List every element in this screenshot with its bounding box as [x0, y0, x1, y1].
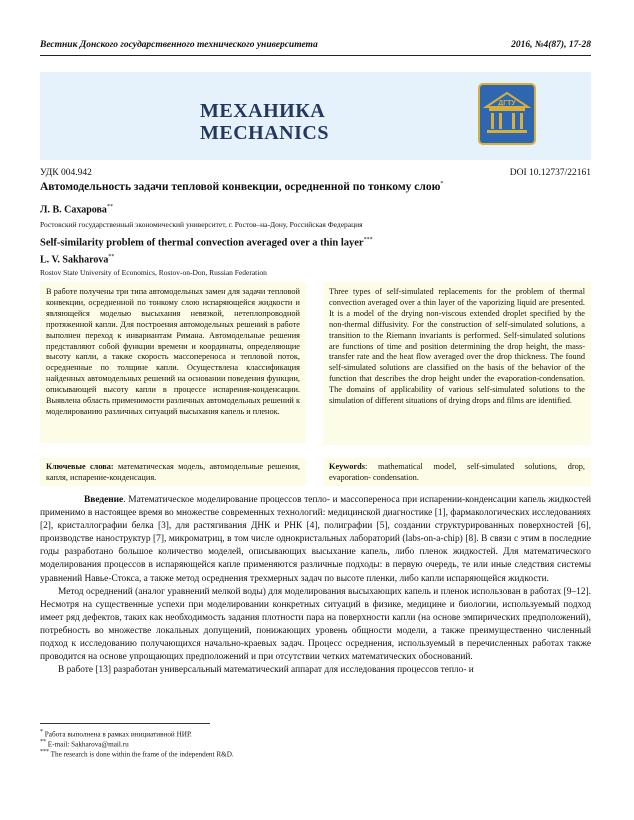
- journal-name: Вестник Донского государственного технического университета: [40, 40, 318, 50]
- section-title-en: MECHANICS: [200, 122, 329, 144]
- doi: DOI 10.12737/22161: [509, 168, 591, 178]
- footnote-2-mark: **: [40, 739, 46, 745]
- keywords-en-text: : mathematical model, self-simulated solutions, drop, evaporation- condensation.: [329, 462, 585, 482]
- keywords-ru-text: математическая модель, автомодельные решения, капля, испарение-конденсация.: [46, 462, 301, 482]
- keywords-en-label: Keywords: [329, 462, 365, 471]
- running-head: [40, 40, 591, 50]
- affiliation-ru: Ростовский государственный экономический университет, г. Ростов–на-Дону, Российская Федерация: [40, 220, 363, 229]
- logo-text: ДГТУ: [498, 100, 516, 107]
- footnote-2: [40, 739, 129, 748]
- footnote-3-mark: ***: [40, 749, 49, 755]
- university-logo: [478, 83, 536, 145]
- body-text: [40, 494, 591, 677]
- keywords-en: [323, 458, 591, 486]
- header-rule: [40, 55, 591, 56]
- title-ru-footnote-mark: *: [440, 181, 444, 188]
- affiliation-en: Rostov State University of Economics, Rostov-on-Don, Russian Federation: [40, 268, 267, 277]
- issue-info: 2016, №4(87), 17-28: [511, 40, 591, 50]
- paragraph-3: В работе [13] разработан универсальный математический аппарат для исследования процессов тепло- и: [58, 665, 474, 676]
- author-en: [40, 254, 114, 265]
- footnote-1: [40, 729, 192, 738]
- article-title-en: [40, 237, 591, 249]
- title-ru-text: Автомодельность задачи тепловой конвекции, осредненной по тонкому слою: [40, 181, 441, 193]
- section-title-ru: МЕХАНИКА: [200, 100, 326, 122]
- abstract-en: Three types of self-simulated replacements for the problem of thermal convection averaged over a thin layer of the vaporizing liquid are presented. It is a model of the drying non-viscous extended droplet specified by the non-thermal diffusivity. For the construction of self-simulated solutions, a transition to the Riemann invariants is performed. Self-simulated solutions are functions of time and position determining the drop height, the mass-transfer rate and the heat flow averaged over the drop thickness. The found self-simulated solutions are classified on the basis of the behavior of the function that describes the drop height under the evaporation-condensation. The domains of applicability of various self-simulated solutions to the simulation of different situations of drying drops and films are identified.: [323, 282, 591, 445]
- author-ru-name: Л. В. Сахарова: [40, 204, 107, 216]
- abstract-ru: В работе получены три типа автомодельных замен для задачи тепловой конвекции, осредненной по тонкому слою испаряющейся жидкости и являющейся моделью высыхания невязкой, нетеплопроводной протяженной капли. Для построения автомодельных решений в работе выполнен переход к инвариантам Римана. Автомодельные решения представляют собой функции времени и координаты, определяющие высоту капли, а также скорость массопереноса и тепловой поток, осредненные по толщине капли. Осуществлена классификация найденных автомодельных решений на основании поведения функции, описывающей высоту капли в процессе испарения-конденсации. Выявлена область применимости различных автомодельных решений к моделированию различных ситуаций высыхания капель и пленок.: [40, 282, 306, 443]
- author-en-name: L. V. Sakharova: [40, 254, 109, 266]
- paragraph-1-text: . Математическое моделирование процессов тепло- и массопереноса при испарении-конденсации капель жидкостей применимо в настоящее время во множестве современных технологий: медицинской диагностике [1], фармакологических исследованиях [2], кристаллографии белка [3], для растягивания ДНК и РНК [4], полиграфии [5], создании структурированных поверхностей [6], производстве наноструктур [7], микроматриц, в том числе однокристальных лабораторий (labs-on-a-chip) [8]. В связи с этим в последние годы разработано большое количество моделей, описывающих высыхание капель, либо пленок жидкостей. Для математического моделирования процессов в испаряющейся капле применяются различные подходы: в первую очередь, те или иные следствия системы уравнений Навье-Стокса, а также метод осреднения трехмерных задач по высоте пленки, либо капли испаряющейся жидкости.: [40, 495, 591, 584]
- author-en-footnote-mark: **: [108, 254, 115, 260]
- footnote-2-text: E-mail: Sakharova@mail.ru: [47, 740, 129, 749]
- title-en-footnote-mark: ***: [363, 237, 373, 243]
- intro-label: Введение: [84, 495, 124, 505]
- footnote-3-text: The research is done within the frame of the independent R&D.: [50, 750, 234, 759]
- title-en-text: Self-similarity problem of thermal convection averaged over a thin layer: [40, 237, 364, 249]
- keywords-ru: [40, 458, 306, 486]
- footnote-3: [40, 749, 234, 758]
- article-title-ru: [40, 181, 591, 193]
- footnote-1-text: Работа выполнена в рамках инициативной НИР.: [44, 730, 192, 739]
- paragraph-2: Метод осреднений (аналог уравнений мелкой воды) для моделирования высыхающих капель и пленок использован в работах [9–12]. Несмотря на существенные успехи при моделировании конкретных ситуаций в физике, медицине и биологии, используемый подход имеет ряд дефектов, таких как необходимость задания плотности пара на поверхности капли (на основе эмпирических предположений), потребность во множестве локальных допущений, понижающих уровень общности модели, а также преимущественно численный подход к исследованию получающихся начально-краевых задач. Процесс осреднения, используемый в перечисленных работах также проводится на основе упрощающих предположений и при отсутствии четких математических обоснований.: [40, 586, 591, 663]
- footnote-1-mark: *: [40, 729, 43, 735]
- udk-code: УДК 004.942: [40, 168, 92, 178]
- author-ru-footnote-mark: **: [106, 204, 113, 210]
- author-ru: [40, 204, 113, 215]
- keywords-ru-label: Ключевые слова:: [46, 462, 114, 471]
- footnote-rule: [40, 723, 210, 724]
- paragraph-intro: [40, 494, 591, 586]
